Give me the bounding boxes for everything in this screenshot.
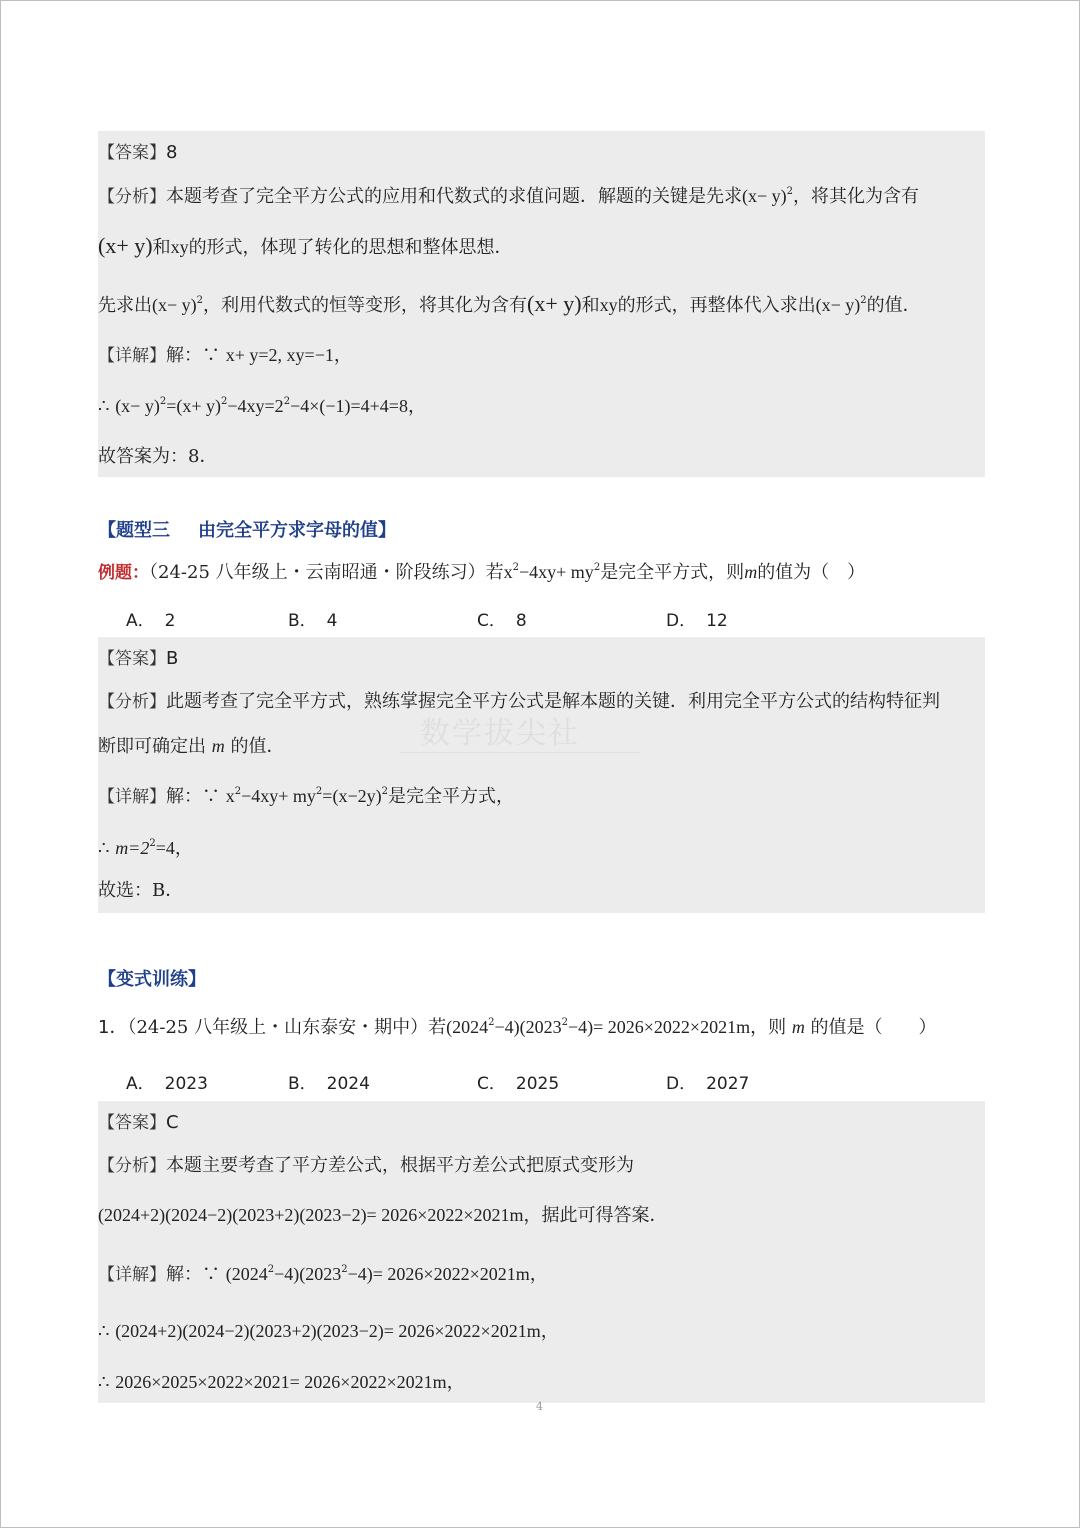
option-value: 8 bbox=[515, 611, 527, 631]
analysis-label: 【分析】 bbox=[98, 187, 166, 207]
detail-line-1 bbox=[98, 341, 988, 370]
option-key: B． bbox=[288, 1074, 317, 1094]
section-title-b: 由完全平方求字母的值】 bbox=[198, 520, 396, 541]
answer-line-1 bbox=[98, 139, 988, 167]
math-expr: x bbox=[225, 786, 235, 806]
method-text: ，利用代数式的恒等变形，将其化为含有 bbox=[203, 295, 528, 316]
analysis-text: ，将其化为含有 bbox=[793, 186, 920, 207]
analysis-label: 【分析】 bbox=[98, 1156, 166, 1176]
question-text: 的值是（ ） bbox=[810, 1017, 937, 1038]
analysis-line-1: 【分析】本题考查了完全平方公式的应用和代数式的求值问题．解题的关键是先求$(x- y)^2$，将其化为含有 bbox=[98, 186, 920, 207]
conclusion-1: 故答案为：8． bbox=[98, 446, 218, 467]
math-expr: (2024+2)(2024−2)(2023+2)(2023−2)= 2026×2022×2021m， bbox=[115, 1321, 559, 1341]
step-line-1: ∴ $(x- y)^2=(x+ y)^2-4xy=2^2-4\times(-1)=4+4=8$， bbox=[98, 396, 426, 417]
analysis-text: 的形式，体现了转化的思想和整体思想． bbox=[188, 237, 513, 258]
math-expr: (2024 bbox=[225, 1264, 268, 1284]
math-expr: −4)(2023 bbox=[274, 1264, 342, 1284]
math-expr: −4)= 2026×2022×2021m bbox=[567, 1017, 751, 1037]
example-source: （24-25 八年级上・云南昭通・阶段练习）若 bbox=[149, 562, 504, 583]
therefore-symbol: ∴ bbox=[98, 1321, 110, 1342]
example-label: 例题： bbox=[98, 563, 149, 583]
solution-block-3 bbox=[98, 1101, 985, 1403]
analysis-text: ，据此可得答案． bbox=[523, 1205, 668, 1226]
solution-block-2 bbox=[98, 637, 985, 913]
option-key: C． bbox=[477, 1074, 506, 1094]
conclusion-2: 故选：B． bbox=[98, 880, 184, 901]
math-expr: (x− y) bbox=[152, 295, 197, 315]
detail-text: 解：∵ bbox=[166, 345, 220, 366]
option-key: D． bbox=[666, 611, 697, 631]
math-var: m bbox=[211, 736, 225, 756]
question-number: 1． bbox=[98, 1017, 128, 1038]
math-expr: −4xy+ my bbox=[241, 786, 316, 806]
example-line: 例题：（24-25 八年级上・云南昭通・阶段练习）若$x^2-4xy+ my^2$是完全平方式，则m的值为（ ） bbox=[98, 562, 866, 583]
page-number: 4 bbox=[536, 1400, 543, 1413]
math-expr: (x− y) bbox=[815, 295, 861, 315]
analysis-text: 此题考查了完全平方式，熟练掌握完全平方公式是解本题的关键．利用完全平方公式的结构特征判 bbox=[166, 691, 940, 712]
analysis-text: 和 bbox=[152, 237, 171, 258]
answer-label: 【答案】 bbox=[98, 649, 166, 669]
answer-line-3 bbox=[98, 1109, 988, 1137]
option-key: C． bbox=[477, 611, 506, 631]
option-key: B． bbox=[288, 611, 317, 631]
option-value: 2025 bbox=[515, 1074, 560, 1094]
detail-label: 【详解】 bbox=[98, 346, 166, 366]
analysis-line-3 bbox=[98, 688, 988, 716]
math-expr: −4)= 2026×2022×2021m， bbox=[347, 1264, 548, 1284]
analysis-text: 断即可确定出 bbox=[98, 736, 206, 757]
example-text: 是完全平方式，则 bbox=[600, 562, 745, 583]
math-expr: xy bbox=[599, 295, 618, 315]
option-value: 2027 bbox=[706, 1074, 750, 1094]
answer-label: 【答案】 bbox=[98, 1113, 166, 1133]
option-d[interactable] bbox=[666, 606, 728, 631]
math-expr: −4)(2023 bbox=[494, 1017, 562, 1037]
option-value: 4 bbox=[326, 611, 338, 631]
option-key: A． bbox=[126, 611, 155, 631]
analysis-line-6 bbox=[98, 1201, 988, 1230]
math-var: m bbox=[791, 1017, 805, 1037]
math-expr: (x+ y) bbox=[527, 291, 582, 316]
section-heading bbox=[98, 516, 396, 542]
math-expr: x bbox=[503, 562, 513, 582]
math-expr: (2024+2)(2024−2)(2023+2)(2023−2)= 2026×2022×2021m bbox=[98, 1205, 524, 1225]
detail-label: 【详解】 bbox=[98, 787, 166, 807]
example-text: 的值为（ ） bbox=[757, 562, 866, 583]
question-text: ，则 bbox=[750, 1017, 787, 1038]
math-expr: 2026×2025×2022×2021= 2026×2022×2021m， bbox=[115, 1372, 465, 1392]
step-line-2: ∴ $m=2^2=4$， bbox=[98, 838, 193, 859]
option-d[interactable] bbox=[666, 1069, 749, 1094]
analysis-line-4 bbox=[98, 732, 988, 761]
option-a[interactable] bbox=[126, 606, 175, 631]
analysis-text: 本题主要考查了平方差公式，根据平方差公式把原式变形为 bbox=[166, 1155, 634, 1176]
method-line: 先求出$(x- y)^2$，利用代数式的恒等变形，将其化为含有(x+ y)和xy的形式，再整体代入求出$(x- y)^2$的值． bbox=[98, 291, 921, 316]
math-expr: (x+ y) bbox=[98, 233, 153, 258]
option-key: A． bbox=[126, 1074, 155, 1094]
math-expr: −4xy=2 bbox=[227, 396, 284, 416]
watermark: 数学拔尖社 bbox=[420, 716, 580, 751]
math-expr: (x− y) bbox=[115, 396, 160, 416]
math-expr: =(x−2y) bbox=[322, 786, 382, 806]
math-var: m bbox=[744, 562, 758, 582]
math-expr: =(x+ y) bbox=[166, 396, 221, 416]
question-line: 1．（24-25 八年级上・山东泰安・期中）若$(2024^2-4)(2023^2-4)= 2026\times 2022\times 2021m$，则 m 的值是（ ） bbox=[98, 1017, 937, 1038]
detail-text: 解：∵ bbox=[166, 1264, 220, 1285]
math-expr: −4xy+ my bbox=[519, 562, 594, 582]
option-value: 2 bbox=[164, 611, 176, 631]
detail-text: 解：∵ bbox=[166, 786, 220, 807]
option-c[interactable] bbox=[477, 606, 527, 631]
method-text: 先求出 bbox=[98, 295, 152, 316]
option-a[interactable] bbox=[126, 1069, 208, 1094]
detail-line-3: 【详解】解：∵ $(2024^2-4)(2023^2-4)= 2026\times 2022\times 2021m$， bbox=[98, 1264, 548, 1285]
math-expr: −4×(−1)=4+4=8， bbox=[290, 396, 426, 416]
method-text: 的形式，再整体代入求出 bbox=[617, 295, 816, 316]
option-b[interactable] bbox=[288, 606, 338, 631]
question-source: （24-25 八年级上・山东泰安・期中）若 bbox=[127, 1017, 447, 1038]
therefore-symbol: ∴ bbox=[98, 1372, 110, 1393]
method-text: 的值． bbox=[866, 295, 921, 316]
method-text: 和 bbox=[581, 295, 600, 316]
analysis-label: 【分析】 bbox=[98, 692, 166, 712]
section-title-a: 【题型三 bbox=[98, 520, 170, 541]
therefore-symbol: ∴ bbox=[98, 838, 110, 859]
option-b[interactable] bbox=[288, 1069, 370, 1094]
answer-value: 8 bbox=[166, 142, 178, 163]
answer-value: C bbox=[166, 1112, 179, 1133]
step-line-3 bbox=[98, 1317, 988, 1346]
practice-heading: 【变式训练】 bbox=[98, 969, 206, 990]
answer-label: 【答案】 bbox=[98, 143, 166, 163]
option-value: 12 bbox=[706, 611, 728, 631]
analysis-text: 的值． bbox=[230, 736, 285, 757]
math-expr: xy bbox=[170, 237, 189, 257]
analysis-line-5 bbox=[98, 1152, 988, 1180]
detail-text: 是完全平方式， bbox=[387, 786, 514, 807]
step-line-4 bbox=[98, 1368, 988, 1397]
detail-label: 【详解】 bbox=[98, 1265, 166, 1285]
option-value: 2024 bbox=[326, 1074, 370, 1094]
option-value: 2023 bbox=[164, 1074, 208, 1094]
analysis-line-2 bbox=[98, 232, 988, 262]
answer-line-2 bbox=[98, 645, 988, 673]
therefore-symbol: ∴ bbox=[98, 396, 110, 417]
analysis-text: 本题考查了完全平方公式的应用和代数式的求值问题．解题的关键是先求 bbox=[166, 186, 742, 207]
math-expr: =4， bbox=[155, 838, 193, 858]
option-c[interactable] bbox=[477, 1069, 559, 1094]
math-expr: (x− y) bbox=[742, 186, 787, 206]
detail-line-2: 【详解】解：∵ $x^2-4xy+ my^2=(x-2y)^2$是完全平方式， bbox=[98, 786, 514, 807]
math-expr: (2024 bbox=[446, 1017, 489, 1037]
math-expr: x+ y=2, xy=−1， bbox=[225, 345, 352, 365]
answer-value: B bbox=[166, 648, 179, 669]
option-key: D． bbox=[666, 1074, 697, 1094]
math-expr: m=2 bbox=[115, 838, 150, 858]
